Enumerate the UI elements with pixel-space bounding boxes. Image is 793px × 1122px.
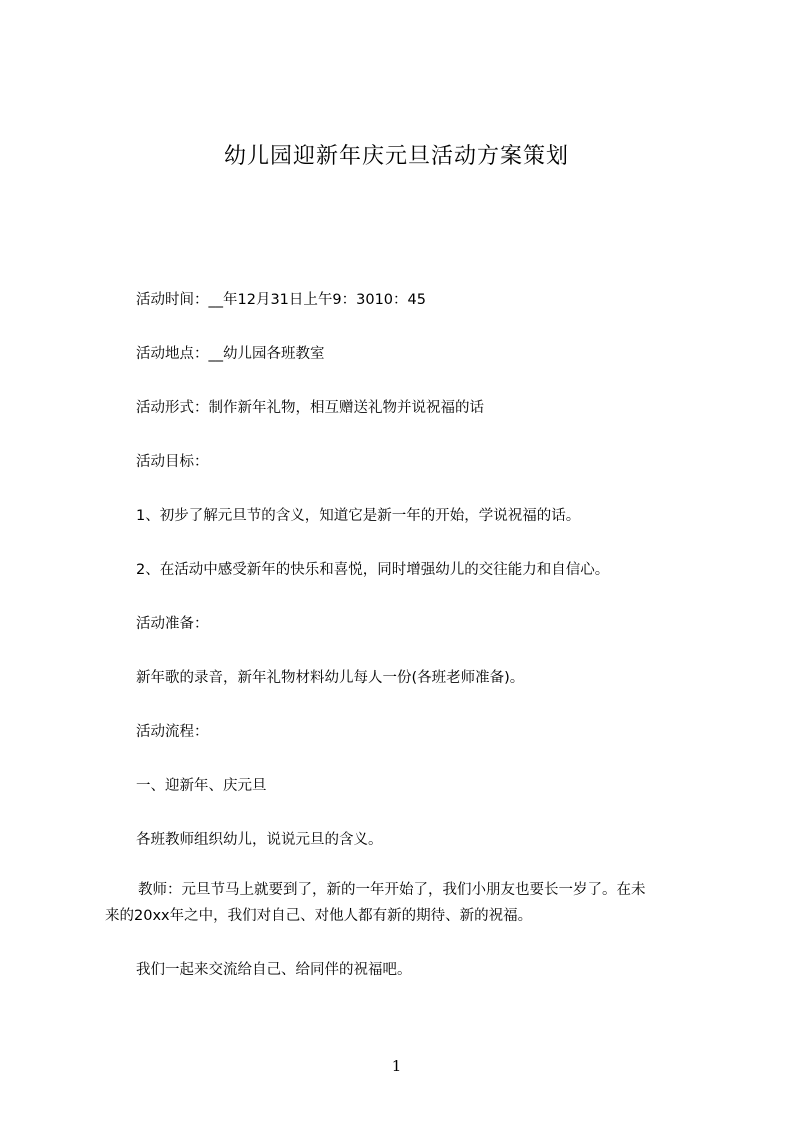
activity-preparation-heading: 活动准备：	[136, 616, 209, 632]
page-number: 1	[391, 1057, 402, 1075]
preparation-text: 新年歌的录音，新年礼物材料幼儿每人一份(各班老师准备)。	[136, 670, 525, 686]
activity-process-heading: 活动流程：	[136, 724, 209, 740]
goal-item-2: 2、在活动中感受新年的快乐和喜悦，同时增强幼儿的交往能力和自信心。	[136, 562, 610, 578]
activity-form: 活动形式：制作新年礼物，相互赠送礼物并说祝福的话	[136, 400, 484, 416]
activity-location: 活动地点：__幼儿园各班教室	[136, 346, 325, 362]
process-text: 各班教师组织幼儿，说说元旦的含义。	[136, 832, 383, 848]
teacher-paragraph-line-1: 教师：元旦节马上就要到了，新的一年开始了，我们小朋友也要长一岁了。在未	[138, 882, 646, 898]
document-title: 幼儿园迎新年庆元旦活动方案策划	[223, 144, 569, 169]
goal-item-1: 1、初步了解元旦节的含义，知道它是新一年的开始，学说祝福的话。	[136, 508, 581, 524]
closing-paragraph: 我们一起来交流给自己、给同伴的祝福吧。	[136, 962, 412, 978]
section-heading-1: 一、迎新年、庆元旦	[136, 778, 267, 794]
teacher-paragraph	[105, 877, 699, 929]
activity-goals-heading: 活动目标：	[136, 454, 209, 470]
teacher-paragraph-line-2: 来的20xx年之中，我们对自己、对他人都有新的期待、新的祝福。	[105, 908, 533, 924]
activity-time: 活动时间：__年12月31日上午9：3010：45	[136, 292, 426, 308]
